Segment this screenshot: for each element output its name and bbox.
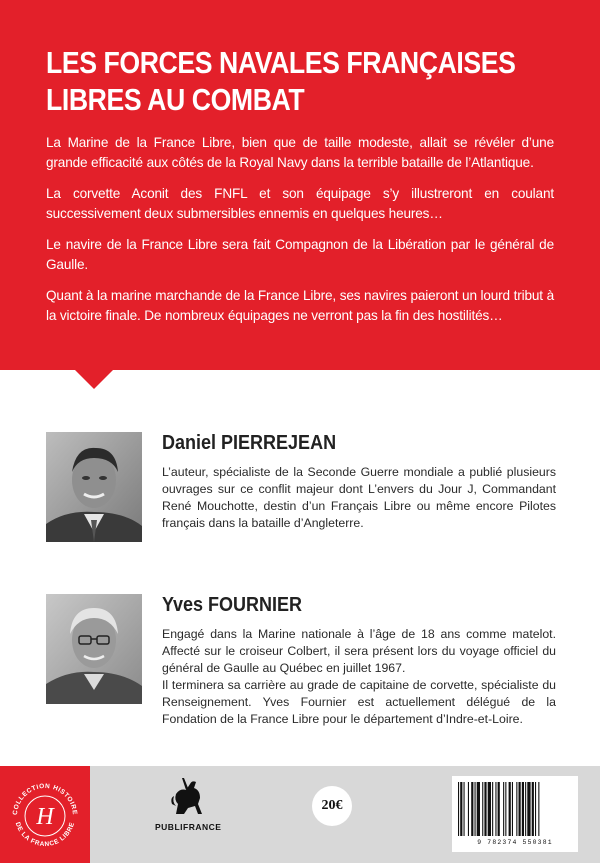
collection-badge <box>0 766 90 863</box>
horseman-icon <box>168 774 208 820</box>
blurb-paragraph: La Marine de la France Libre, bien que de taille modeste, allait se révéler d’une grande efficacité aux côtés de la Royal Navy dans la terrible bataille de l’Atlantique. <box>46 135 554 170</box>
barcode-bar <box>527 782 530 836</box>
collection-letter: H <box>36 804 54 830</box>
barcode-bar <box>535 782 536 836</box>
barcode-bars <box>452 776 578 838</box>
barcode-bar <box>475 782 476 836</box>
author-daniel-pierrejean <box>46 432 556 557</box>
barcode-bar <box>482 782 483 836</box>
barcode-bar <box>525 782 526 836</box>
barcode-bar <box>464 782 465 836</box>
back-cover-blurb <box>46 133 554 337</box>
barcode-bar <box>498 782 500 836</box>
publisher-name: PUBLIFRANCE <box>155 822 222 832</box>
barcode-bar <box>484 782 486 836</box>
blurb-paragraph: La corvette Aconit des FNFL et son équipage s’y illustreront en coulant successivement deux submersibles ennemis en quelques heures… <box>46 186 554 221</box>
collection-label-bottom: DE LA FRANCE LIBRE <box>13 821 77 849</box>
book-title <box>46 44 516 118</box>
author-bio <box>162 626 556 728</box>
author-name <box>162 432 336 455</box>
barcode-bar <box>538 782 539 836</box>
cover-red-panel <box>0 0 600 370</box>
barcode-bar <box>519 782 521 836</box>
isbn-number: 9 782374 550381 <box>477 839 553 846</box>
barcode-bar <box>516 782 517 836</box>
collection-badge-icon <box>0 766 90 863</box>
barcode-bar <box>468 782 469 836</box>
barcode-bar <box>495 782 496 836</box>
price-tag: 20€ <box>312 786 352 826</box>
author-name <box>162 594 302 617</box>
title-line-2: LIBRES AU COMBAT <box>46 82 305 117</box>
author-last-name: FOURNIER <box>208 594 303 616</box>
bio-paragraph: Engagé dans la Marine nationale à l’âge de 18 ans comme matelot. Affecté sur le croiseur Colbert, il sera présent lors du voyage officiel du général de Gaulle au Québec en juillet 1967. <box>162 627 556 675</box>
barcode-bar <box>503 782 504 836</box>
barcode <box>452 776 578 852</box>
barcode-bar <box>477 782 480 836</box>
collection-label-top: COLLECTION HISTOIRE <box>11 782 79 816</box>
title-line-1: LES FORCES NAVALES FRANÇAISES <box>46 45 516 80</box>
author-bio <box>162 464 556 532</box>
blurb-paragraph: Le navire de la France Libre sera fait Compagnon de la Libération par le général de Gaulle. <box>46 237 554 272</box>
panel-pointer <box>74 369 114 389</box>
barcode-bar <box>532 782 534 836</box>
barcode-bar <box>512 782 513 836</box>
barcode-bar <box>522 782 524 836</box>
barcode-bar <box>471 782 473 836</box>
barcode-bar <box>505 782 506 836</box>
author-photo <box>46 432 142 542</box>
barcode-bar <box>492 782 493 836</box>
author-photo <box>46 594 142 704</box>
author-last-name: PIERREJEAN <box>221 432 337 454</box>
barcode-bar <box>460 782 462 836</box>
author-first-name: Yves <box>162 594 204 616</box>
bio-paragraph: Il terminera sa carrière au grade de capitaine de corvette, spécialiste du Renseignement. Yves Fournier est actuellement délégué de la Fondation de la France Libre pour le département d’Indre-et-Loire. <box>162 678 556 726</box>
blurb-paragraph: Quant à la marine marchande de la France Libre, ses navires paieront un lourd tribut à la victoire finale. De nombreux équipages ne verront pas la fin des hostilités… <box>46 288 554 323</box>
barcode-bar <box>509 782 511 836</box>
bio-paragraph: L’auteur, spécialiste de la Seconde Guerre mondiale a publié plusieurs ouvrages sur ce conflit majeur dont L’envers du Jour J, Commandant René Mouchotte, destin d’un Français Libre ou même encore Pilotes français dans la bataille d’Angleterre. <box>162 465 556 530</box>
barcode-bar <box>458 782 459 836</box>
author-yves-fournier <box>46 594 556 744</box>
barcode-bar <box>488 782 491 836</box>
author-first-name: Daniel <box>162 432 217 454</box>
